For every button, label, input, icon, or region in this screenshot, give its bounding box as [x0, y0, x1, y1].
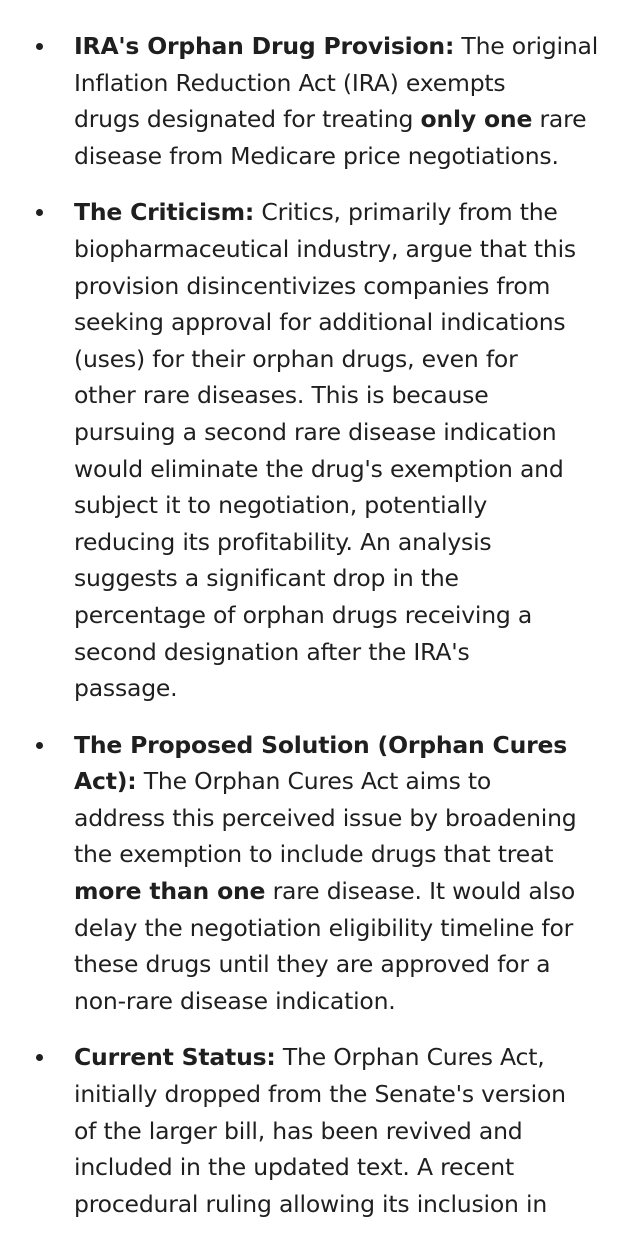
- text-line: [74, 268, 612, 305]
- text-line: [74, 800, 612, 837]
- text-line: [74, 910, 612, 947]
- text-segment: address this perceived issue by broadening: [74, 803, 577, 832]
- text-segment: initially dropped from the Senate's version: [74, 1080, 566, 1109]
- bold-text: only one: [420, 105, 533, 134]
- text-segment: percentage of orphan drugs receiving a: [74, 600, 533, 629]
- text-line: [74, 231, 612, 268]
- text-line: [74, 1076, 612, 1113]
- text-segment: (uses) for their orphan drugs, even for: [74, 344, 518, 373]
- text-segment: these drugs until they are approved for a: [74, 950, 551, 979]
- text-line: [74, 983, 612, 1020]
- text-line: [74, 670, 612, 707]
- text-line: [74, 946, 612, 983]
- bold-text: The Criticism:: [74, 198, 255, 227]
- text-segment: included in the updated text. A recent: [74, 1153, 515, 1182]
- bold-text: The Proposed Solution (Orphan Cures: [74, 730, 568, 759]
- bold-text: IRA's Orphan Drug Provision:: [74, 32, 455, 60]
- text-line: [74, 65, 612, 102]
- bold-text: Act):: [74, 767, 137, 796]
- bullet-icon: [36, 43, 43, 50]
- text-line: [74, 414, 612, 451]
- bullet-icon: [36, 742, 43, 749]
- text-line: [74, 377, 612, 414]
- text-segment: of the larger bill, has been revived and: [74, 1116, 523, 1145]
- bold-text: more than one: [74, 877, 266, 906]
- text-line: [74, 138, 612, 175]
- text-line: [74, 763, 612, 800]
- text-segment: other rare diseases. This is because: [74, 381, 489, 410]
- text-line: [74, 634, 612, 671]
- text-segment: second designation after the IRA's: [74, 637, 470, 666]
- text-segment: rare disease. It would also: [265, 877, 576, 906]
- text-line: [74, 1186, 612, 1223]
- text-line: [74, 597, 612, 634]
- text-line: [74, 487, 612, 524]
- text-segment: reducing its profitability. An analysis: [74, 527, 492, 556]
- text-segment: would eliminate the drug's exemption and: [74, 454, 564, 483]
- text-line: [74, 451, 612, 488]
- text-segment: provision disincentivizes companies from: [74, 271, 551, 300]
- text-line: [74, 304, 612, 341]
- text-line: [74, 727, 612, 764]
- text-segment: The Orphan Cures Act,: [275, 1043, 545, 1072]
- text-line: [74, 101, 612, 138]
- text-segment: disease from Medicare price negotiations.: [74, 141, 559, 170]
- text-segment: biopharmaceutical industry, argue that this: [74, 234, 576, 263]
- text-segment: Inflation Reduction Act (IRA) exempts: [74, 68, 506, 97]
- text-segment: suggests a significant drop in the: [74, 564, 459, 593]
- text-line: [74, 1039, 612, 1076]
- text-segment: rare: [532, 105, 587, 134]
- bullet-icon: [36, 1054, 43, 1061]
- bullet-list: [0, 28, 628, 1242]
- text-line: [74, 1113, 612, 1150]
- list-item: [0, 727, 628, 1020]
- list-item: [0, 194, 628, 706]
- text-segment: procedural ruling allowing its inclusion in: [74, 1189, 548, 1218]
- text-segment: seeking approval for additional indications: [74, 308, 566, 337]
- list-item: [0, 1039, 628, 1222]
- text-segment: pursuing a second rare disease indication: [74, 417, 557, 446]
- text-line: [74, 1149, 612, 1186]
- text-line: [74, 524, 612, 561]
- text-line: [74, 341, 612, 378]
- text-line: [74, 28, 612, 65]
- text-line: [74, 836, 612, 873]
- text-segment: subject it to negotiation, potentially: [74, 491, 488, 520]
- text-segment: non-rare disease indication.: [74, 986, 396, 1015]
- bullet-icon: [36, 209, 43, 216]
- text-segment: passage.: [74, 674, 178, 703]
- text-segment: the exemption to include drugs that treat: [74, 840, 554, 869]
- text-segment: delay the negotiation eligibility timeline for: [74, 913, 574, 942]
- text-line: [74, 194, 612, 231]
- text-line: [74, 873, 612, 910]
- text-segment: The Orphan Cures Act aims to: [136, 767, 492, 796]
- list-item: [0, 28, 628, 174]
- text-segment: drugs designated for treating: [74, 105, 421, 134]
- text-line: [74, 560, 612, 597]
- text-segment: The original: [454, 32, 599, 60]
- text-segment: Critics, primarily from the: [254, 198, 558, 227]
- bold-text: Current Status:: [74, 1043, 276, 1072]
